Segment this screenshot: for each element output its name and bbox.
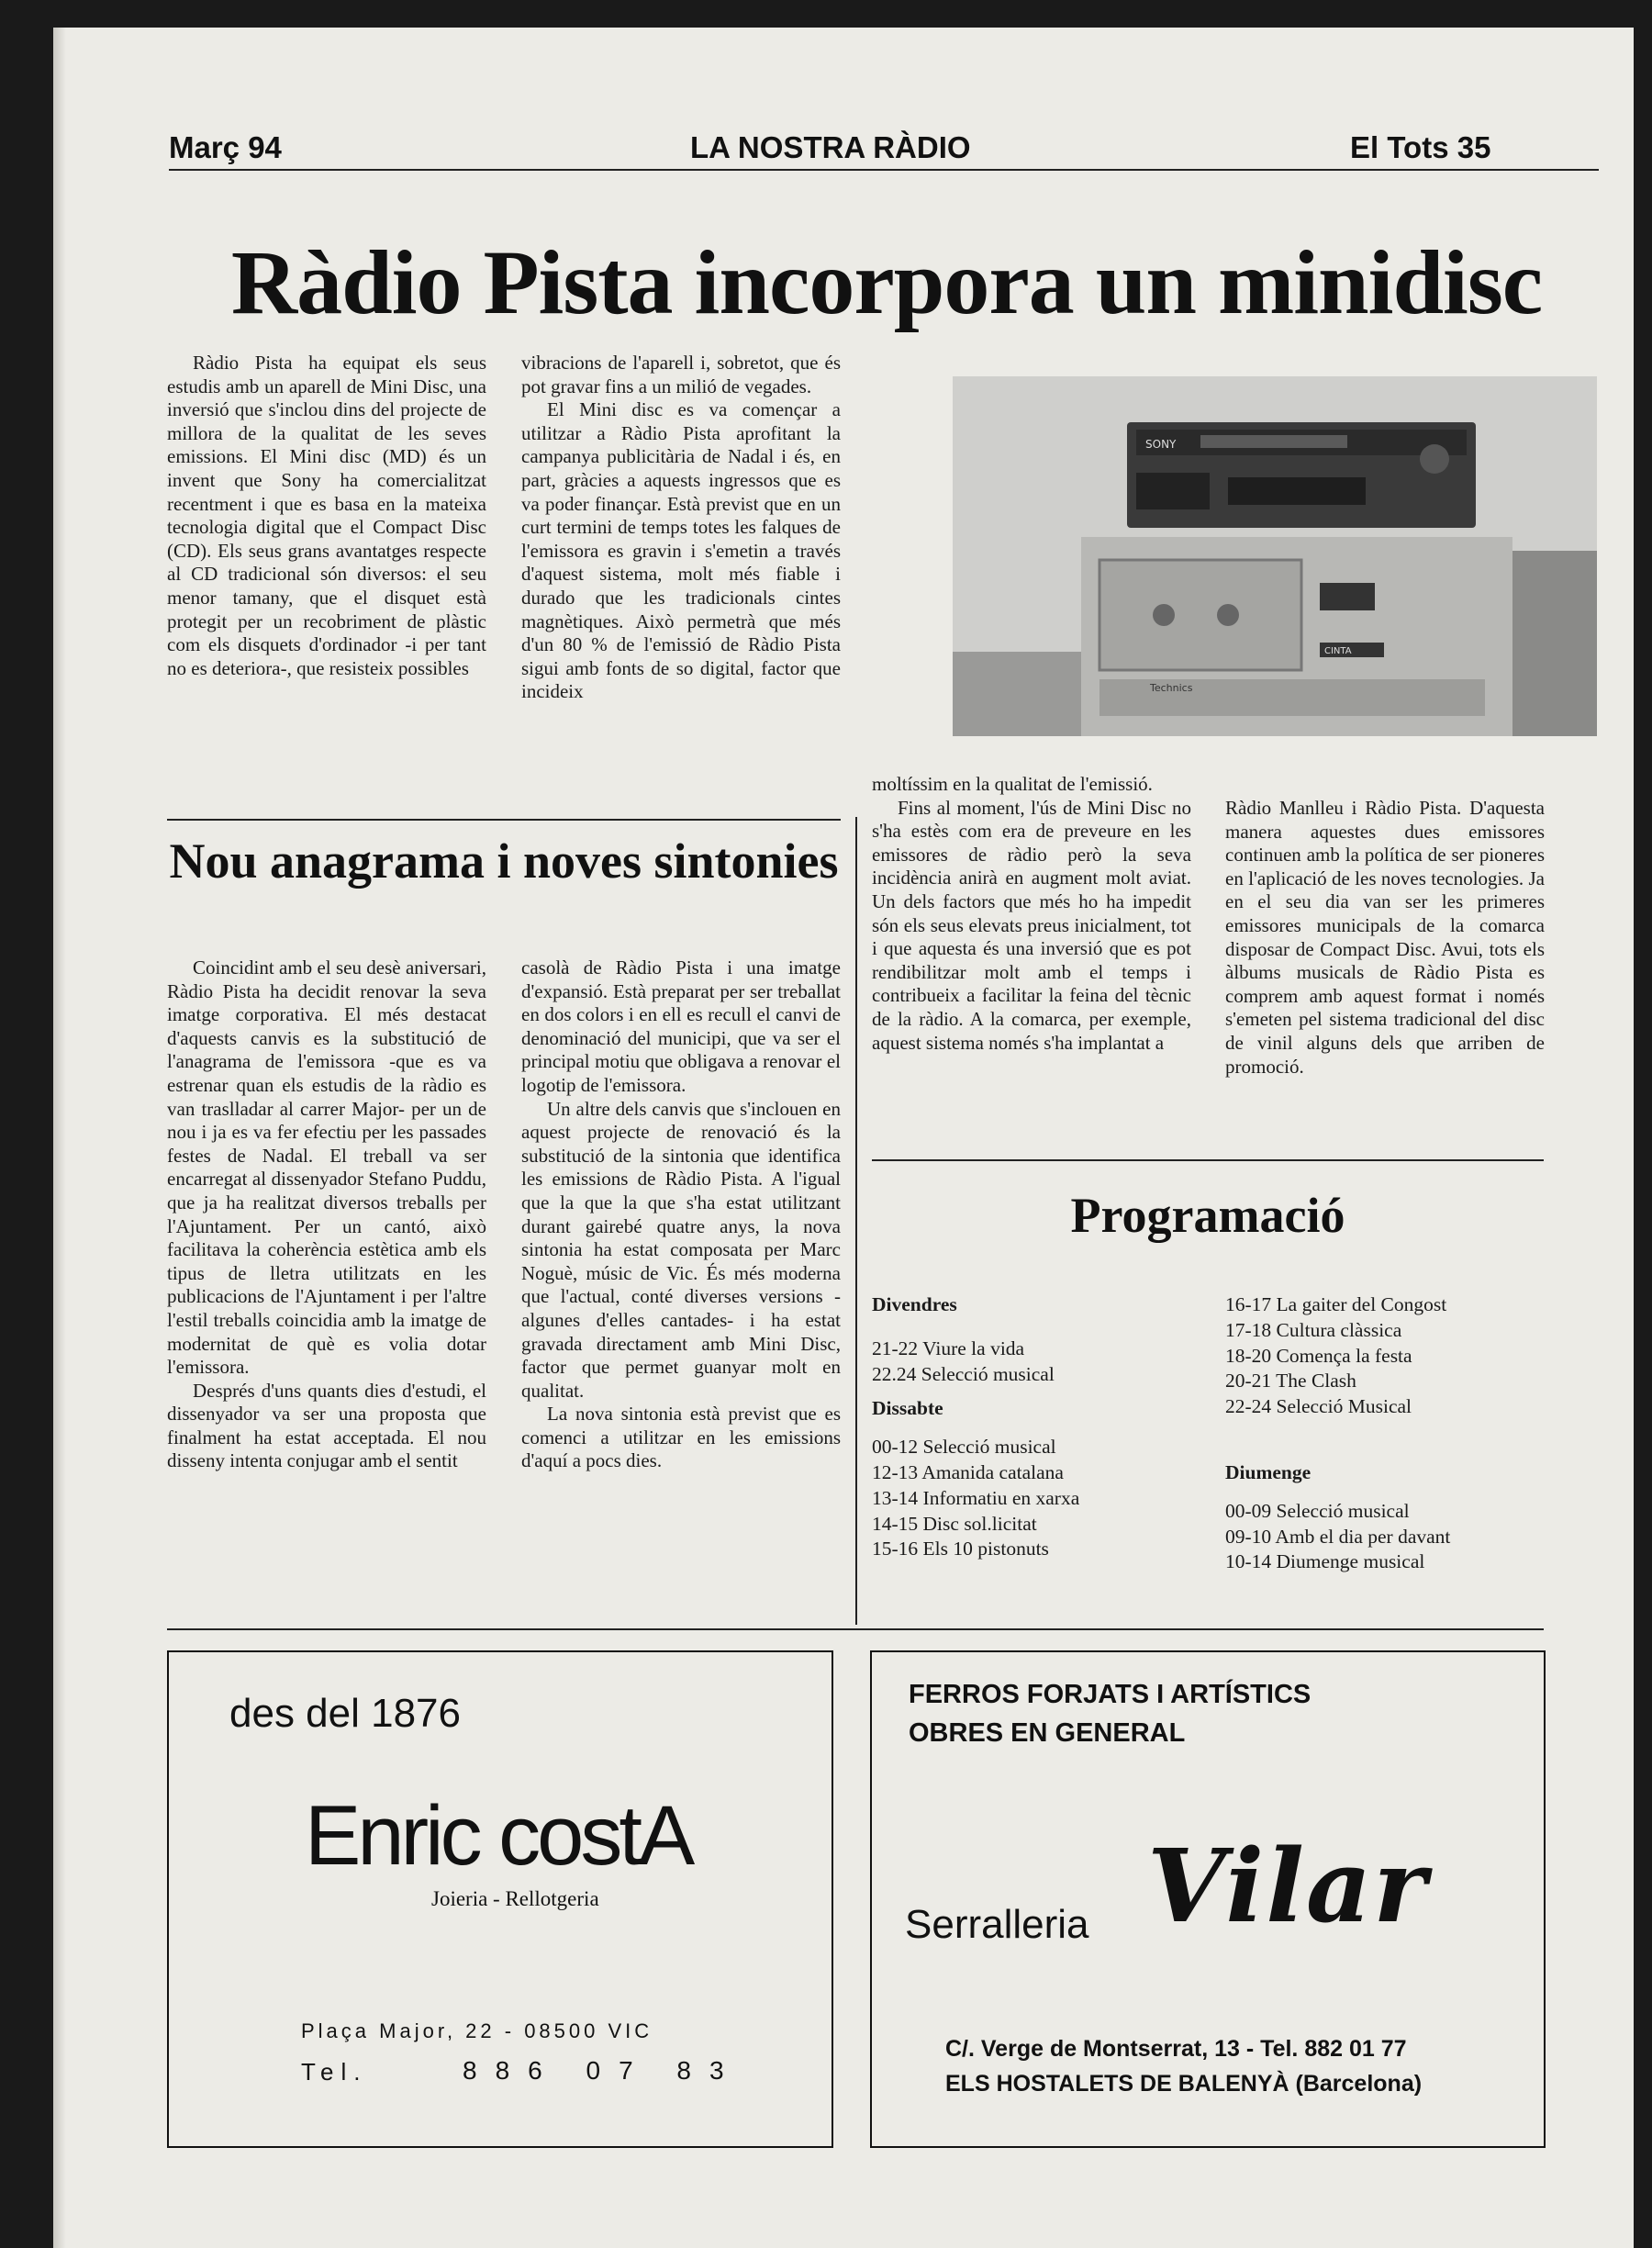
header-date: Març 94 bbox=[169, 130, 282, 164]
ad1-tel-label: Tel. bbox=[301, 2058, 368, 2086]
photo-label-cinta: CINTA bbox=[1324, 646, 1352, 656]
schedule-item: 21-22 Viure la vida bbox=[872, 1336, 1025, 1359]
programacio-title: Programació bbox=[1070, 1188, 1345, 1243]
article2-col2-para: La nova sintonia està previst que es comenci a utilitzar en les emissions d'aquí a pocs dies. bbox=[521, 1403, 841, 1472]
article1-col2-para: El Mini disc es va començar a utilitzar a Ràdio Pista aprofitant la campanya publicitària de Nadal i és, en part, gràcies a aquests ingressos que es va poder finançar. Està previst que en un curt termini de temps totes les falques de l'emissora es gravin i s'emetin a través d'aquest sistema, molt més fiable i durado que les tradicionals cintes magnètiques. Això permetrà que més d'un 80 % de l'emissió de Ràdio Pista sigui amb fonts de so digital, factor que incideix bbox=[521, 398, 841, 703]
ad1-address: Plaça Major, 22 - 08500 VIC bbox=[301, 2019, 653, 2042]
article1-col1-para: Ràdio Pista ha equipat els seus estudis amb un aparell de Mini Disc, una inversió que s'inclou dins del projecte de millora de la qualitat de les seves emissions. El Mini disc (MD) és un invent que Sony ha comercialitzat recentment i que es basa en la mateixa tecnologia digital que el Compact Disc (CD). Els seus grans avantatges respecte al CD tradicional són diversos: el seu menor tamany, que el disquet està protegit per un recobriment de plàstic com els disquets d'ordinador -i per tant no es deteriora-, que resisteix possibles bbox=[167, 352, 486, 679]
photo-label-technics: Technics bbox=[1150, 682, 1193, 694]
ad1-tel: 886 07 83 bbox=[463, 2056, 742, 2085]
schedule-day-dissabte: Dissabte bbox=[872, 1397, 943, 1420]
article2-top-rule bbox=[167, 819, 841, 821]
ad2-line2: OBRES EN GENERAL bbox=[909, 1718, 1186, 1748]
header-page-number: El Tots 35 bbox=[1350, 130, 1491, 164]
column-divider bbox=[855, 817, 857, 1625]
ad-enric-costa bbox=[167, 1650, 833, 2148]
article2-column-1 bbox=[167, 956, 486, 1473]
magazine-page bbox=[53, 28, 1634, 2248]
article1-col2-para: vibracions de l'aparell i, sobretot, que és pot gravar fins a un milió de vegades. bbox=[521, 352, 841, 397]
schedule-item: 10-14 Diumenge musical bbox=[1225, 1550, 1425, 1573]
schedule-item: 18-20 Comença la festa bbox=[1225, 1344, 1412, 1367]
ad1-subtitle: Joieria - Rellotgeria bbox=[431, 1887, 599, 1910]
ad2-city: ELS HOSTALETS DE BALENYÀ (Barcelona) bbox=[945, 2071, 1423, 2097]
schedule-item: 00-12 Selecció musical bbox=[872, 1436, 1056, 1459]
page-gutter bbox=[53, 28, 66, 2248]
schedule-item: 22.24 Selecció musical bbox=[872, 1362, 1055, 1385]
article1-col3-para: Fins al moment, l'ús de Mini Disc no s'ha estès com era de preveure en les emissores de ràdio però la seva incidència anirà en augment molt aviat. Un dels factors que més ho ha impedit són els seus elevats preus inicialment, tot i que aquesta és una inversió que es pot rendibilitzar molt amb el temps i contribueix a facilitar la feina del tècnic de la ràdio. A la comarca, per exemple, aquest sistema només s'ha implantat a bbox=[872, 796, 1191, 1054]
article2-headline: Nou anagrama i noves sintonies bbox=[169, 833, 839, 889]
schedule-item: 16-17 La gaiter del Congost bbox=[1225, 1293, 1447, 1315]
article2-col1-para: Coincidint amb el seu desè aniversari, Ràdio Pista ha decidit renovar la seva imatge corporativa. El més destacat d'aquests canvis es la substitució de l'anagrama de l'emissora -que es va estrenar quan els estudis de la ràdio es van traslladar al carrer Major- per un de nou i ja es va fer efectiu per les passades festes de Nadal. El treball va ser encarregat al dissenyador Stefano Puddu, que ja ha realitzat diversos treballs per l'Ajuntament. Per un cantó, això facilitava la coherència estètica amb els tipus de lletra utilitzats en les publicacions de l'Ajuntament i per l'altre l'estil treballs coincidia amb la imatge de modernitat de què es volia dotar l'emissora. bbox=[167, 956, 486, 1379]
schedule-item: 14-15 Disc sol.licitat bbox=[872, 1512, 1037, 1535]
article1-column-1 bbox=[167, 352, 486, 680]
article1-column-4 bbox=[1225, 797, 1545, 1079]
schedule-item: 20-21 The Clash bbox=[1225, 1370, 1356, 1392]
ad-serralleria-vilar bbox=[870, 1650, 1546, 2148]
schedule-right bbox=[1225, 1292, 1556, 1575]
stereo-equipment-illustration bbox=[953, 376, 1597, 736]
header-rule bbox=[169, 169, 1599, 171]
schedule-left bbox=[872, 1292, 1202, 1562]
schedule-item: 17-18 Cultura clàssica bbox=[1225, 1318, 1402, 1341]
ad1-since: des del 1876 bbox=[229, 1691, 461, 1736]
ad2-brand-logo: Vilar bbox=[1147, 1827, 1429, 1945]
schedule-item: 22-24 Selecció Musical bbox=[1225, 1395, 1412, 1418]
schedule-item: 00-09 Selecció musical bbox=[1225, 1499, 1410, 1522]
article2-col2-para: casolà de Ràdio Pista i una imatge d'expansió. Està preparat per ser treballat en dos colors i en ell es recull el canvi de denominació del municipi, que va ser el principal motiu que obligava a renovar el logotip de l'emissora. bbox=[521, 956, 841, 1096]
ad2-address: C/. Verge de Montserrat, 13 - Tel. 882 01 77 bbox=[945, 2036, 1407, 2062]
ad1-brand-logo: Enric costA bbox=[305, 1789, 692, 1883]
schedule-item: 13-14 Informatiu en xarxa bbox=[872, 1486, 1080, 1509]
ad2-line1: FERROS FORJATS I ARTÍSTICS bbox=[909, 1680, 1312, 1709]
schedule-day-diumenge: Diumenge bbox=[1225, 1460, 1312, 1483]
article2-col1-para: Després d'uns quants dies d'estudi, el dissenyador va ser una proposta que finalment ha estat acceptada. El nou disseny intenta conjugar amb el sentit bbox=[167, 1379, 486, 1472]
article-headline: Ràdio Pista incorpora un minidisc bbox=[230, 231, 1543, 333]
article2-col2-para: Un altre dels canvis que s'inclouen en aquest projecte de renovació és la substitució de la sintonia que identifica les emissions de Ràdio Pista. A l'igual que la que la que s'ha estat utilitzant durant gairebé quatre anys, la nova sintonia ha estat composata per Marc Noguè, músic de Vic. És més moderna que l'actual, conté diverses versions -algunes d'elles cantades- i ha estat gravada directament amb Mini Disc, factor que permet guanyar molt en qualitat. bbox=[521, 1097, 841, 1402]
schedule-item: 15-16 Els 10 pistonuts bbox=[872, 1538, 1049, 1560]
photo-label-sony: SONY bbox=[1145, 438, 1177, 451]
schedule-item: 12-13 Amanida catalana bbox=[872, 1460, 1064, 1483]
ads-top-rule bbox=[167, 1628, 1544, 1630]
ad2-serralleria: Serralleria bbox=[905, 1902, 1089, 1947]
article1-col3-para: moltíssim en la qualitat de l'emissió. bbox=[872, 773, 1153, 795]
schedule-item: 09-10 Amb el dia per davant bbox=[1225, 1525, 1451, 1548]
schedule-day-divendres: Divendres bbox=[872, 1293, 957, 1315]
article-photo bbox=[953, 376, 1597, 736]
header-section: LA NOSTRA RÀDIO bbox=[690, 130, 971, 164]
article1-column-3 bbox=[872, 773, 1191, 1055]
article2-column-2 bbox=[521, 956, 841, 1473]
article1-col4-para: Ràdio Manlleu i Ràdio Pista. D'aquesta manera aquestes dues emissores continuen amb la política de ser pioneres en l'aplicació de les noves tecnologies. Ja en el seu dia van ser les primeres emissores municipals de la comarca disposar de Compact Disc. Avui, tots els àlbums musicals de Ràdio Pista es comprem amb aquest format i només s'emeten pel sistema tradicional del disc de vinil alguns dels que arriben de promoció. bbox=[1225, 797, 1545, 1078]
article1-column-2 bbox=[521, 352, 841, 704]
programacio-top-rule bbox=[872, 1159, 1544, 1161]
